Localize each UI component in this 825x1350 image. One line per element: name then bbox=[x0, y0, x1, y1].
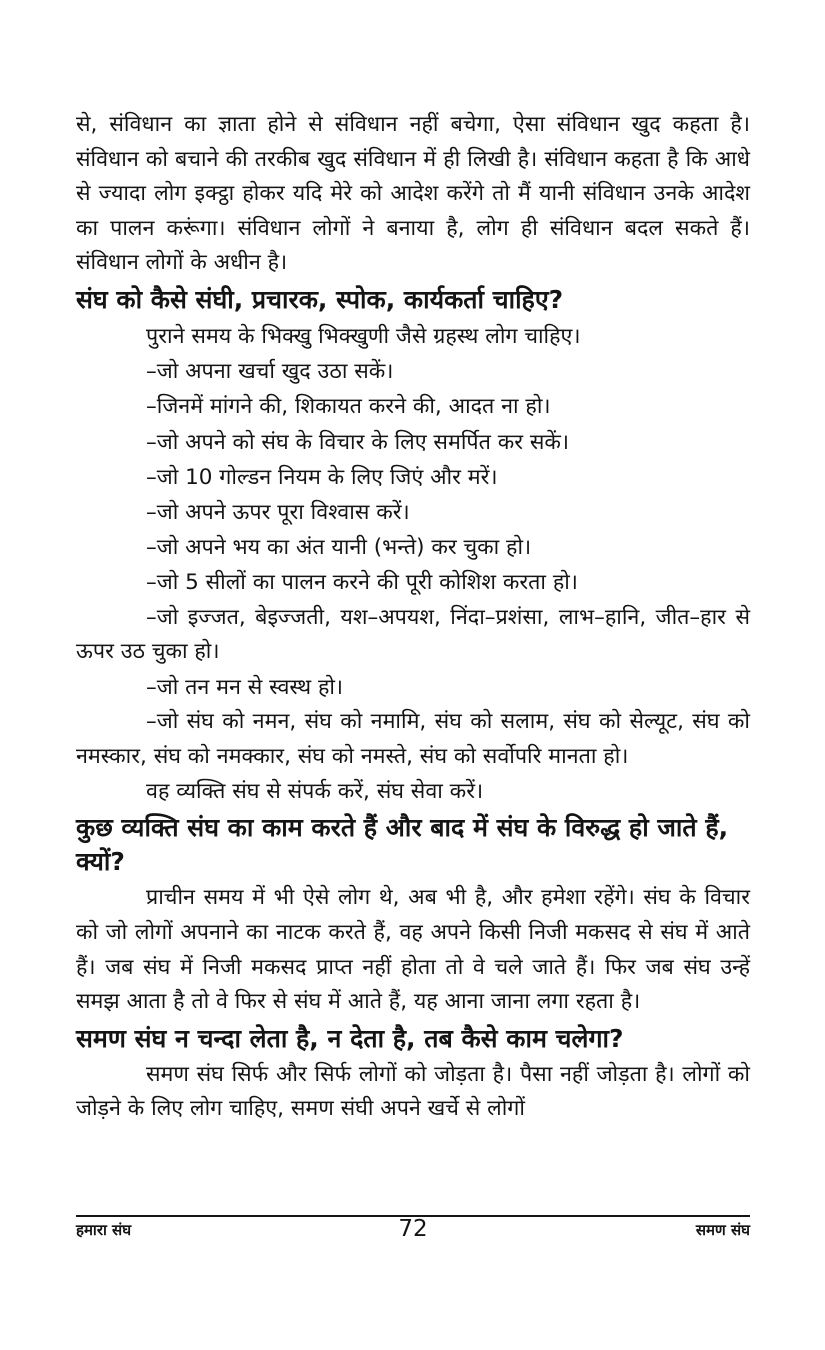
page-number: 72 bbox=[398, 1216, 428, 1242]
list-item: –जो इज्जत, बेइज्जती, यश–अपयश, निंदा–प्रशंसा, लाभ–हानि, जीत–हार से ऊपर उठ चुका हो। bbox=[76, 604, 750, 665]
footer-publisher: समण संघ bbox=[695, 1221, 750, 1239]
list-item: –जो अपने ऊपर पूरा विश्वास करें। bbox=[146, 499, 410, 525]
intro-paragraph: से, संविधान का ज्ञाता होने से संविधान नहीं बचेगा, ऐसा संविधान खुद कहता है। संविधान को बचाने की तरकीब खुद संविधान में ही लिखी है। संविधान कहता है कि आधे से ज्यादा लोग इक्ट्ठा होकर यदि मेरे को आदेश करेंगे तो मैं यानी संविधान उनके आदेश का पालन करूंगा। संविधान लोगों ने बनाया है, लोग ही संविधान बदल सकते हैं। संविधान लोगों के अधीन है। bbox=[76, 112, 750, 276]
list-item: –जिनमें मांगने की, शिकायत करने की, आदत ना हो। bbox=[146, 394, 551, 420]
list-item: –जो तन मन से स्वस्थ हो। bbox=[146, 674, 344, 700]
list-item: –जो संघ को नमन, संघ को नमामि, संघ को सलाम, संघ को सेल्यूट, संघ को नमस्कार, संघ को नमक्कार, संघ को नमस्ते, संघ को सर्वोपरि मानता हो। bbox=[76, 708, 750, 769]
section-heading-workers: संघ को कैसे संघी, प्रचारक, स्पोक, कार्यकर्ता चाहिए? bbox=[76, 284, 564, 314]
section-lead: पुराने समय के भिक्खु भिक्खुणी जैसे ग्रहस्थ लोग चाहिए। bbox=[146, 323, 581, 349]
list-item: –जो 10 गोल्डन नियम के लिए जिएं और मरें। bbox=[146, 464, 498, 490]
page-footer bbox=[76, 1218, 750, 1248]
section-heading-funding: समण संघ न चन्दा लेता है, न देता है, तब कैसे काम चलेगा? bbox=[76, 1023, 624, 1053]
list-item: –जो अपने को संघ के विचार के लिए समर्पित कर सकें। bbox=[146, 429, 570, 455]
footer-book-title: हमारा संघ bbox=[76, 1221, 132, 1239]
list-item: –जो 5 सीलों का पालन करने की पूरी कोशिश करता हो। bbox=[146, 570, 578, 596]
section-body: प्राचीन समय में भी ऐसे लोग थे, अब भी है, और हमेशा रहेंगे। संघ के विचार को जो लोगों अपनाने का नाटक करते हैं, वह अपने किसी निजी मकसद से संघ में आते हैं। जब संघ में निजी मकसद प्राप्त नहीं होता तो वे चले जाते हैं। फिर जब संघ उन्हें समझ आता है तो वे फिर से संघ में आते हैं, यह आना जाना लगा रहता है। bbox=[76, 885, 750, 1015]
section-body: समण संघ सिर्फ और सिर्फ लोगों को जोड़ता है। पैसा नहीं जोड़ता है। लोगों को जोड़ने के लिए लोग चाहिए, समण संघी अपने खर्चे से लोगों bbox=[76, 1061, 750, 1122]
list-item: –जो अपना खर्चा खुद उठा सकें। bbox=[146, 359, 394, 385]
section-closing: वह व्यक्ति संघ से संपर्क करें, संघ सेवा करें। bbox=[146, 779, 484, 805]
section-heading-why: कुछ व्यक्ति संघ का काम करते हैं और बाद में संघ के विरुद्ध हो जाते हैं, क्यों? bbox=[76, 813, 729, 877]
list-item: –जो अपने भय का अंत यानी (भन्ते) कर चुका हो। bbox=[146, 535, 532, 561]
page-content bbox=[76, 108, 750, 1127]
